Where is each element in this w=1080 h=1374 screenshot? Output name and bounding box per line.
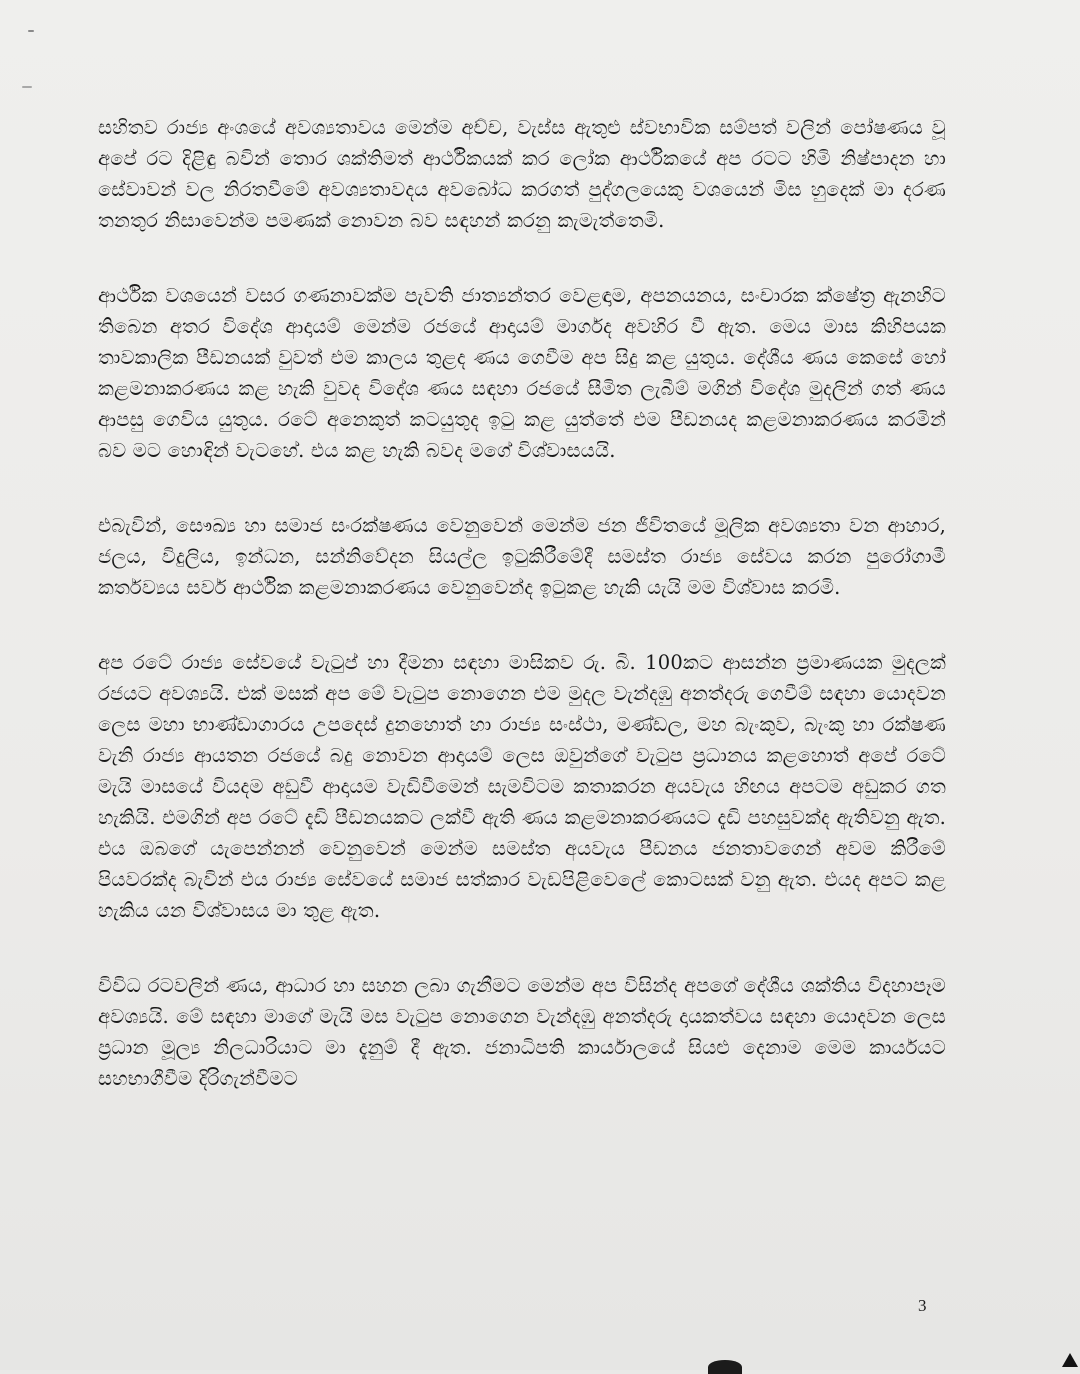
paragraph-2: ආර්ථික වශයෙන් වසර ගණනාවක්ම පැවති ජාත්‍යන්තර වෙළඳාම, අපනයනය, සංචාරක ක්ෂේත්‍ර ඇනහිට තිබෙන අතර විදේශ ආදායම් මෙන්ම රජයේ ආදායම් මාර්ගද අවහිර වී ඇත. මෙය මාස කිහිපයක තාවකාලික පීඩනයක් වුවත් එම කාලය තුළද ණය ගෙවීම අප සිදු කළ යුතුය. දේශීය ණය කෙසේ හෝ කළමනාකරණය කළ හැකි වුවද විදේශ ණය සඳහා රජයේ සීමිත ලැබීම් මගින් විදේශ මුදලින් ගත් ණය ආපසු ගෙවිය යුතුය. රටේ අනෙකුත් කටයුතුද ඉටු කළ යුත්තේ එම පීඩනයද කළමනාකරණය කරමින් බව මට හොඳින් වැටහේ. එය කළ හැකි බවද මගේ විශ්වාසයයි. <box>98 284 946 462</box>
scan-mark <box>28 30 34 32</box>
paragraph-3: එබැවින්, සෞඛ්‍ය හා සමාජ සංරක්ෂණය වෙනුවෙන් මෙන්ම ජන ජීවිතයේ මූලික අවශ්‍යතා වන ආහාර, ජලය, විදුලිය, ඉන්ධන, සන්නිවේදන සියල්ල ඉටුකිරීමේදී සමස්ත රාජ්‍ය සේවය කරන පුරෝගාමී කර්තව්‍යය සර්ව ආර්ථික කළමනාකරණය වෙනුවෙන්ද ඉටුකළ හැකි යැයි මම විශ්වාස කරමි. <box>98 514 946 599</box>
corner-triangle-icon <box>1062 1353 1078 1367</box>
scan-mark <box>22 86 32 88</box>
stamp-fragment <box>708 1360 742 1374</box>
body-text <box>98 112 946 1094</box>
paragraph-5: විවිධ රටවලින් ණය, ආධාර හා සහන ලබා ගැනීමට මෙන්ම අප විසින්ද අපගේ දේශීය ශක්තිය විදහාපෑම අවශ්‍යයි. මේ සඳහා මාගේ මැයි මස වැටුප නොගෙන වැන්දඹු අනත්දරු දායකත්වය සඳහා යොදවන ලෙස ප්‍රධාන මූල්‍ය නිලධාරියාට මා දැනුම් දී ඇත. ජනාධිපති කාර්යාලයේ සියළු දෙනාම මෙම කාර්යයට සහභාගීවීම දිරිගැන්වීමට <box>98 974 946 1090</box>
page-number: 3 <box>918 1296 927 1315</box>
paragraph-4: අප රටේ රාජ්‍ය සේවයේ වැටුප් හා දීමනා සඳහා මාසිකව රු. බි. 100කට ආසන්න ප්‍රමාණයක මුදලක් රජයට අවශ්‍යයි. එක් මසක් අප මේ වැටුප නොගෙන එම මුදල වැන්දඹු අනත්දරු ගෙවීම් සඳහා යොදවන ලෙස මහා භාණ්ඩාගාරය උපදෙස් දුනහොත් හා රාජ්‍ය සංස්ථා, මණ්ඩල, මහ බැංකුව, බැංකු හා රක්ෂණ වැනි රාජ්‍ය ආයතන රජයේ බදු නොවන ආදායම් ලෙස ඔවුන්ගේ වැටුප ප්‍රධානය කළහොත් අපේ රටේ මැයි මාසයේ වියදම අඩුවී ආදායම වැඩිවීමෙන් සැමවිටම කතාකරන අයවැය හිඟය අපටම අඩුකර ගත හැකියි. එමගින් අප රටේ දැඩි පීඩනයකට ලක්වී ඇති ණය කළමනාකරණයට දැඩි පහසුවක්ද ඇතිවනු ඇත. එය ඔබගේ යැපෙන්නන් වෙනුවෙන් මෙන්ම සමස්ත අයවැය පීඩනය ජනතාවගෙන් අවම කිරීමේ පියවරක්ද බැවින් එය රාජ්‍ය සේවයේ සමාජ සත්කාර වැඩපිළිවෙලේ කොටසක් වනු ඇත. එයද අපට කළ හැකිය යන විශ්වාසය මා තුළ ඇත. <box>98 651 946 922</box>
paragraph-1: සහිතව රාජ්‍ය අංශයේ අවශ්‍යතාවය මෙන්ම අච්ච, වැස්ස ඇතුළු ස්වභාවික සම්පත් වලින් පෝෂණය වූ අපේ රට දිළිඳු බවින් තොර ශක්තිමත් ආර්ථිකයක් කර ලෝක ආර්ථිකයේ අප රටට හිමි නිෂ්පාදන හා සේවාවන් වල නිරතවීමේ අවශ්‍යතාවදය අවබෝධ කරගත් පුද්ගලයෙකු වශයෙන් මිස හුදෙක් මා දරණ තනතුර නිසාවෙන්ම පමණක් නොවන බව සඳහන් කරනු කැමැත්තෙමි. <box>98 116 946 232</box>
